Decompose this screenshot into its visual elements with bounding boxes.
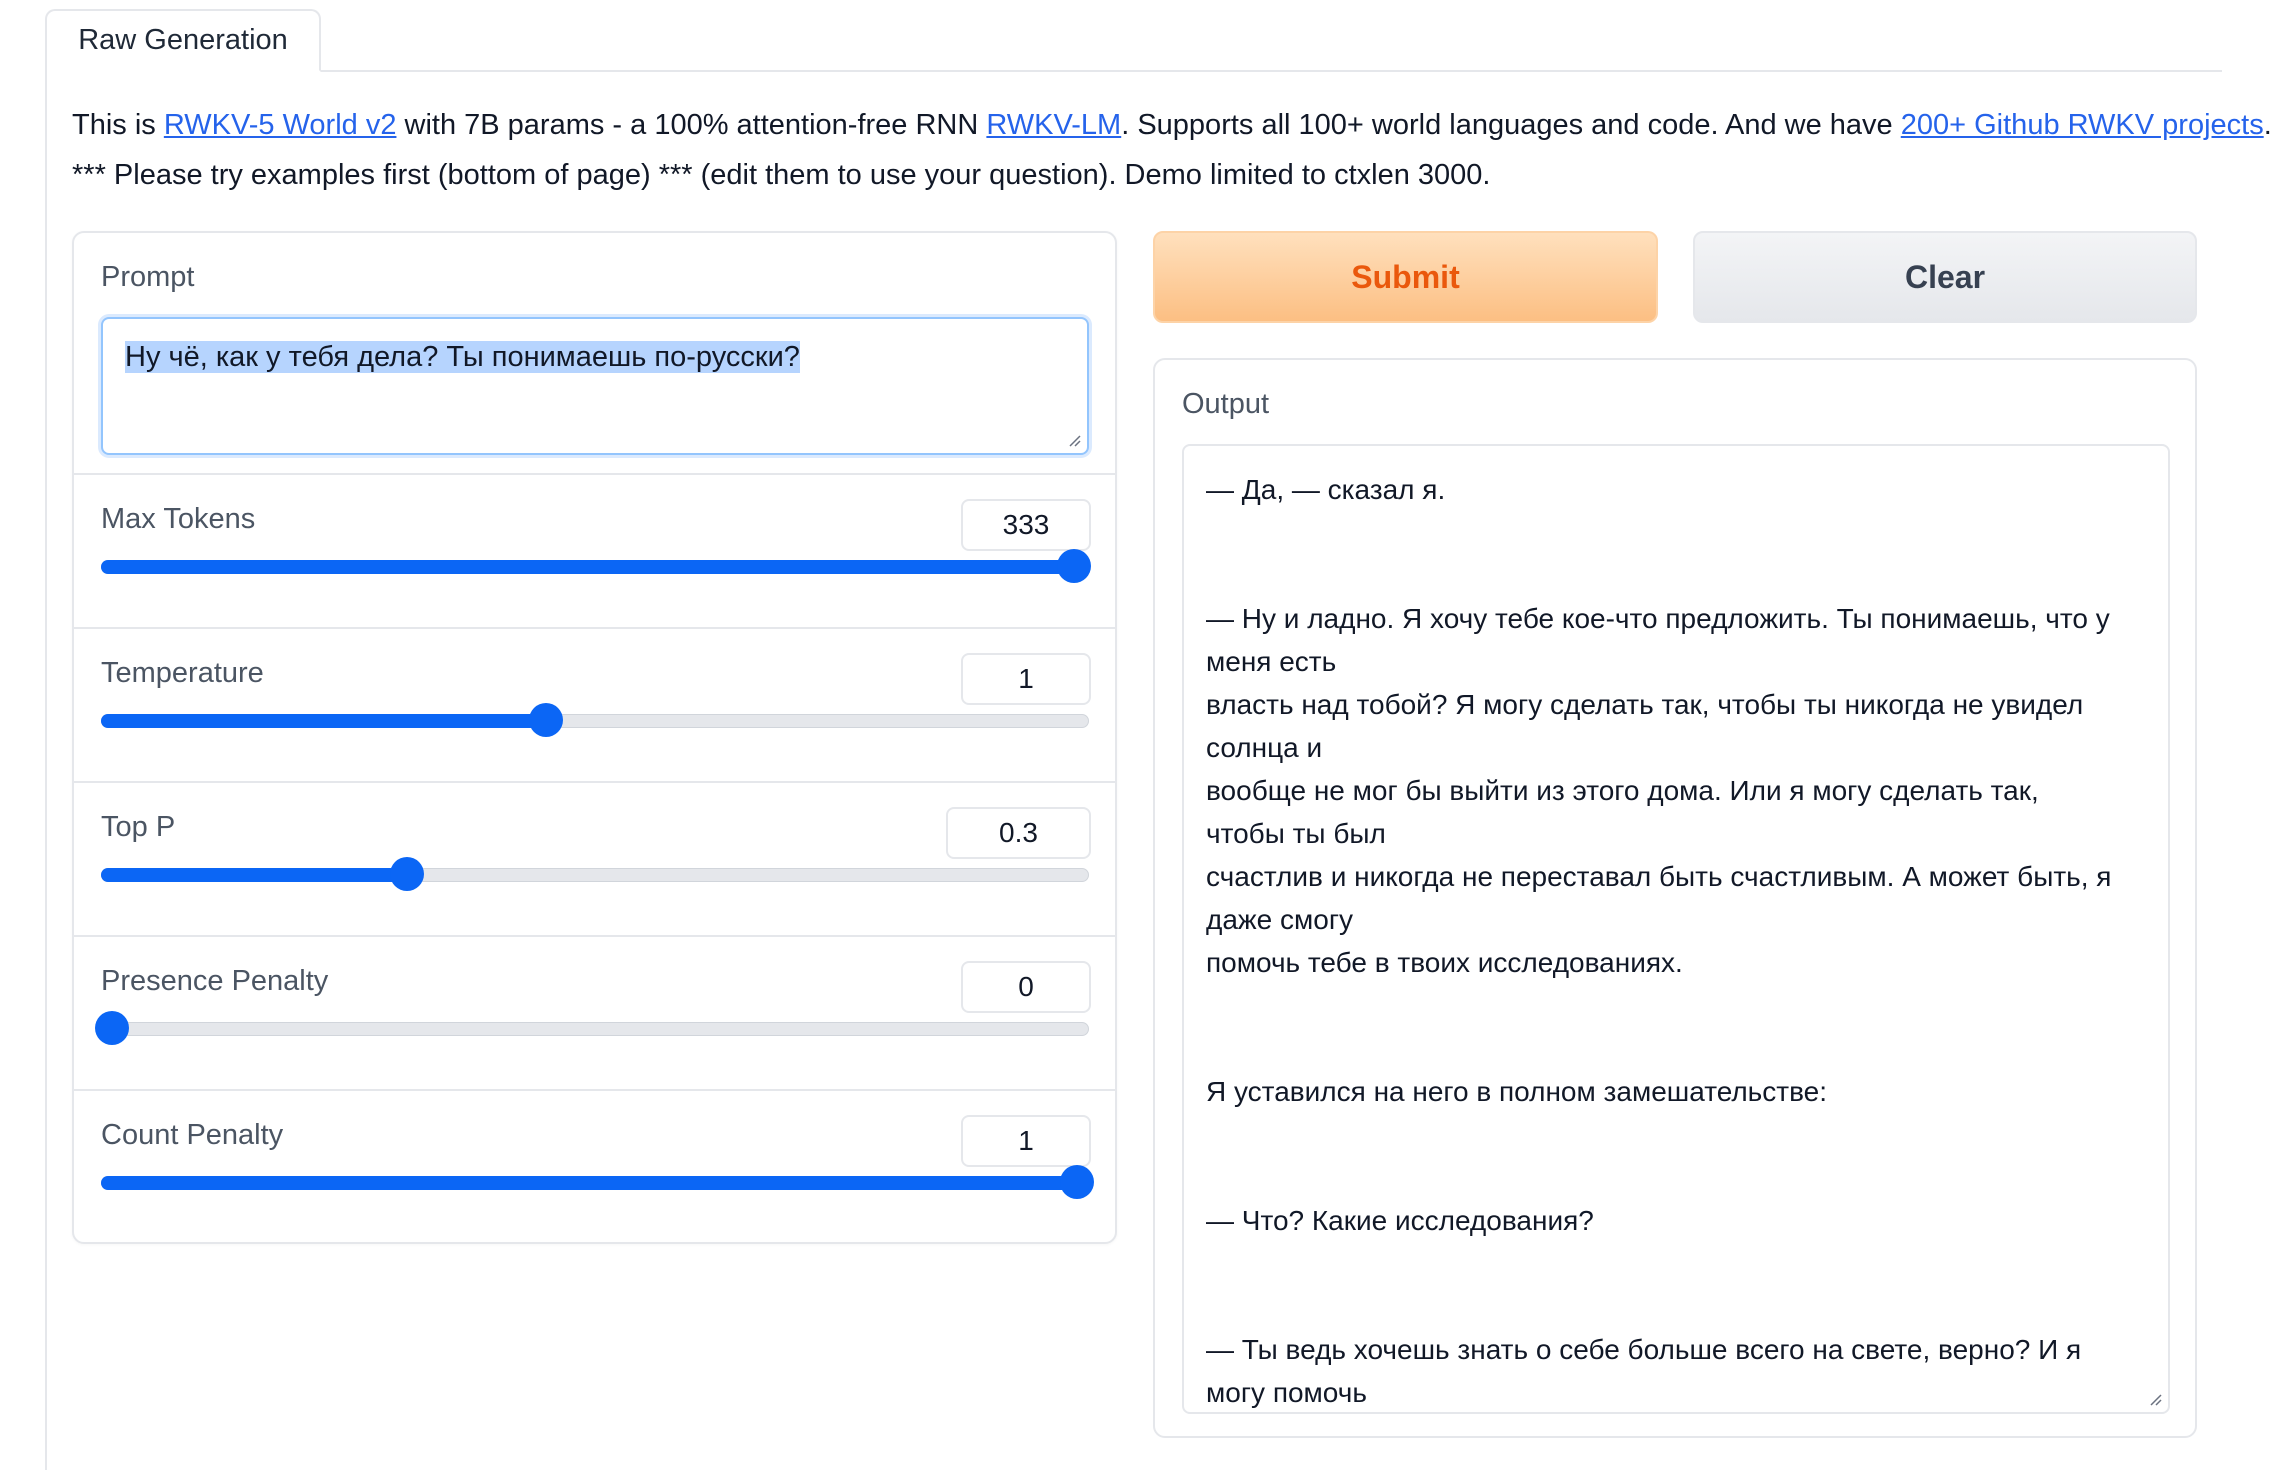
rwkv-world-link[interactable]: RWKV-5 World v2 xyxy=(163,109,397,141)
param-label: Presence Penalty xyxy=(101,965,329,997)
output-line xyxy=(1206,1242,2146,1285)
param-label: Count Penalty xyxy=(101,1119,284,1151)
output-line xyxy=(1206,554,2146,597)
presence-penalty-slider[interactable] xyxy=(101,1019,1089,1039)
prompt-label: Prompt xyxy=(101,261,195,293)
max-tokens-slider[interactable] xyxy=(101,557,1089,577)
tab-raw-generation[interactable] xyxy=(45,9,321,72)
slider-thumb[interactable] xyxy=(1057,549,1091,583)
output-line: — Ты ведь хочешь знать о себе больше всего на свете, верно? И я xyxy=(1206,1334,2082,1365)
description-text: This is xyxy=(72,109,164,141)
slider-fill xyxy=(101,1176,1089,1190)
description-text: with 7B params - a 100% attention-free RNN xyxy=(396,109,987,141)
output-line xyxy=(1206,1156,2146,1199)
output-line: — Что? Какие исследования? xyxy=(1206,1205,1594,1236)
prompt-block xyxy=(74,233,1115,475)
prompt-text: Ну чё, как у тебя дела? Ты понимаешь по-русски? xyxy=(125,341,800,373)
description xyxy=(72,100,2272,200)
slider-fill xyxy=(101,868,407,882)
output-line: вообще не мог бы выйти из этого дома. Или я могу сделать так, xyxy=(1206,775,2039,806)
top-p-slider[interactable] xyxy=(101,865,1089,885)
param-label: Max Tokens xyxy=(101,503,256,535)
output-line xyxy=(1206,511,2146,554)
top-p-input[interactable]: 0.3 xyxy=(946,807,1091,859)
slider-thumb[interactable] xyxy=(95,1011,129,1045)
output-label: Output xyxy=(1182,388,1270,420)
output-line: чтобы ты был xyxy=(1206,818,1386,849)
tab-bar xyxy=(0,0,2222,72)
output-line xyxy=(1206,1285,2146,1328)
output-line: солнца и xyxy=(1206,732,1323,763)
output-line xyxy=(1206,1113,2146,1156)
presence-penalty-input[interactable]: 0 xyxy=(961,961,1091,1013)
tab-panel-border xyxy=(45,70,47,1470)
resize-grip-icon[interactable] xyxy=(2148,1392,2162,1406)
output-text xyxy=(1206,468,2146,1414)
output-line: меня есть xyxy=(1206,646,1337,677)
slider-thumb[interactable] xyxy=(390,857,424,891)
rwkv-lm-link[interactable]: RWKV-LM xyxy=(986,109,1122,141)
tab-label: Raw Generation xyxy=(78,24,288,56)
output-line: могу помочь xyxy=(1206,1377,1367,1408)
description-line-2: *** Please try examples first (bottom of page) *** (edit them to use your question). Demo limited to ctxlen 3000. xyxy=(72,159,1491,191)
description-text: . xyxy=(2263,109,2272,141)
count-penalty-slider[interactable] xyxy=(101,1173,1089,1193)
prompt-textarea[interactable] xyxy=(101,317,1089,455)
output-line: власть над тобой? Я могу сделать так, чтобы ты никогда не увидел xyxy=(1206,689,2084,720)
output-line: счастлив и никогда не переставал быть счастливым. А может быть, я xyxy=(1206,861,2112,892)
slider-fill xyxy=(101,714,546,728)
param-label: Temperature xyxy=(101,657,264,689)
description-text: . Supports all 100+ world languages and code. And we have xyxy=(1121,109,1901,141)
temperature-slider[interactable] xyxy=(101,711,1089,731)
tab-divider xyxy=(320,70,2222,72)
param-block-max-tokens xyxy=(74,475,1115,629)
param-block-count-penalty xyxy=(74,1091,1115,1246)
output-line: — Ну и ладно. Я хочу тебе кое-что предложить. Ты понимаешь, что у xyxy=(1206,603,2110,634)
output-line xyxy=(1206,984,2146,1027)
param-block-top-p xyxy=(74,783,1115,937)
output-line: даже смогу xyxy=(1206,904,1354,935)
slider-fill xyxy=(101,560,1074,574)
description-line-1 xyxy=(72,100,2272,150)
output-textarea[interactable] xyxy=(1182,444,2170,1414)
input-panel xyxy=(72,231,1117,1244)
output-panel xyxy=(1153,358,2197,1438)
param-block-presence-penalty xyxy=(74,937,1115,1091)
output-line: Я уставился на него в полном замешательстве: xyxy=(1206,1076,1828,1107)
temperature-input[interactable]: 1 xyxy=(961,653,1091,705)
output-line: — Да, — сказал я. xyxy=(1206,474,1446,505)
count-penalty-input[interactable]: 1 xyxy=(961,1115,1091,1167)
output-line xyxy=(1206,1027,2146,1070)
param-label: Top P xyxy=(101,811,176,843)
slider-thumb[interactable] xyxy=(1060,1165,1094,1199)
max-tokens-input[interactable]: 333 xyxy=(961,499,1091,551)
submit-button[interactable]: Submit xyxy=(1153,231,1658,323)
output-line: помочь тебе в твоих исследованиях. xyxy=(1206,947,1683,978)
param-block-temperature xyxy=(74,629,1115,783)
slider-thumb[interactable] xyxy=(529,703,563,737)
clear-button[interactable]: Clear xyxy=(1693,231,2197,323)
slider-track xyxy=(101,1022,1089,1036)
resize-grip-icon[interactable] xyxy=(1067,433,1081,447)
github-projects-link[interactable]: 200+ Github RWKV projects xyxy=(1900,109,2264,141)
